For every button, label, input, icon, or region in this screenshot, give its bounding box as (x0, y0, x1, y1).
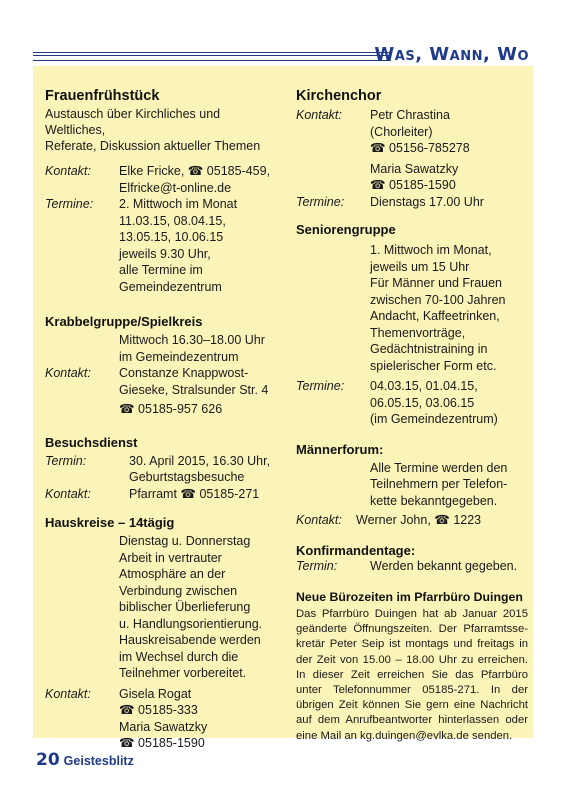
termine-line: alle Termine im (119, 263, 203, 277)
termin-line: 30. April 2015, 16.30 Uhr, (129, 453, 271, 468)
termin-value: Werden bekannt gegeben. (370, 558, 518, 573)
info-line: jeweils um 15 Uhr (370, 259, 470, 274)
info-line: Teilnehmern per Telefon- (370, 477, 508, 491)
termine-line: (im Gemeindezentrum) (370, 412, 498, 426)
right-column (296, 88, 528, 744)
phone-line: ☎ 05156-785278 (370, 141, 470, 155)
termine-line: jeweils 9.30 Uhr, (119, 246, 211, 261)
phone-line: ☎ 05185-1590 (370, 178, 456, 192)
termine-label: Termine: (45, 197, 94, 211)
hauskreise-title: Hauskreise – 14tägig (45, 515, 175, 530)
besuch-termin-row (45, 453, 281, 486)
spacer (296, 460, 370, 510)
kontakt-line: Maria Sawatzky (119, 719, 208, 734)
spacer (296, 242, 370, 374)
haus-info-row (45, 533, 281, 682)
kontakt-value (119, 365, 281, 418)
termine-label: Termine: (296, 379, 345, 393)
info-line: Arbeit in vertrauter (119, 550, 222, 565)
senioren-info (370, 242, 528, 374)
maennerforum-section (296, 442, 528, 529)
maennerforum-title: Männerforum: (296, 441, 384, 457)
spacer (45, 533, 119, 682)
magazine-name: Geistesblitz (63, 754, 134, 768)
header-rule (33, 52, 391, 61)
info-line: Gedächtnistraining in (370, 342, 488, 356)
haus-info (119, 533, 281, 682)
page-number: 20 (36, 750, 60, 770)
kontakt-line: Maria Sawatzky (370, 161, 459, 176)
kontakt-value (119, 163, 281, 196)
left-column (45, 88, 281, 752)
termin-value (129, 453, 281, 486)
termin-line: Geburtstagsbesuche (129, 470, 245, 484)
krabbel-kontakt-row (45, 365, 281, 418)
kontakt-label: Kontakt: (45, 686, 91, 701)
kontakt-label: Kontakt: (45, 486, 91, 501)
maenner-info-row (296, 460, 528, 510)
buerozeiten-section (296, 590, 528, 744)
krabbel-info (119, 332, 281, 365)
kontakt-value: Werner John, ☎ 1223 (356, 513, 482, 527)
senioren-termine-row (296, 378, 528, 428)
hauskreise-section (45, 515, 281, 752)
kontakt-value: Pfarramt ☎ 05185-271 (129, 486, 260, 501)
info-line: im Gemeindezentrum (119, 349, 239, 364)
info-line: Alle Termine werden den (370, 460, 508, 475)
info-line: Dienstag u. Donnerstag (119, 534, 251, 548)
buerozeiten-title: Neue Bürozeiten im Pfarrbüro Duingen (296, 590, 523, 604)
info-line: Mittwoch 16.30–18.00 Uhr (119, 333, 265, 347)
info-line: spielerischer Form etc. (370, 358, 497, 373)
termine-line: 2. Mittwoch im Monat (119, 197, 238, 211)
termine-value (119, 196, 281, 295)
phone-line: ☎ 05185-957 626 (119, 402, 223, 416)
info-line: Andacht, Kaffeetrinken, (370, 309, 500, 323)
kirchenchor-section (296, 88, 528, 210)
besuchsdienst-section (45, 435, 281, 503)
page-footer (36, 750, 134, 770)
chor-termine-row (296, 194, 528, 211)
chor-kontakt-row (296, 107, 528, 194)
kontakt-line: Petr Chrastina (370, 108, 450, 122)
frauen-termine-row (45, 196, 281, 295)
phone-line: ☎ 05185-1590 (119, 736, 205, 750)
termine-line: Gemeindezentrum (119, 279, 222, 294)
info-line: kette bekanntgegeben. (370, 493, 498, 508)
krabbelgruppe-section (45, 314, 281, 418)
kontakt-label: Kontakt: (45, 164, 91, 178)
email-link[interactable]: Elfricke@t-online.de (119, 180, 232, 195)
kontakt-value (119, 686, 281, 752)
konfirmandentage-title: Konfirmandentage: (296, 542, 416, 558)
termine-line: 04.03.15, 01.04.15, (370, 379, 478, 393)
kontakt-line: Constanze Knappwost- (119, 366, 249, 380)
termine-value (370, 378, 528, 428)
kontakt-value (370, 107, 528, 194)
phone-line: ☎ 05185-333 (119, 703, 198, 717)
kontakt-line: (Chorleiter) (370, 124, 433, 139)
termine-value: Dienstags 17.00 Uhr (370, 194, 484, 209)
frauenfruehstueck-description (45, 106, 281, 154)
maenner-kontakt-row (296, 512, 528, 529)
besuchsdienst-title: Besuchsdienst (45, 434, 138, 450)
desc-line: Austausch über Kirchliches und Weltliches, (45, 107, 221, 137)
krabbel-info-row (45, 332, 281, 365)
frauenfruehstueck-title: Frauenfrühstück (45, 88, 160, 104)
besuch-kontakt-row (45, 486, 281, 503)
info-line: Atmosphäre an der (119, 567, 226, 581)
termin-label: Termin: (296, 558, 338, 573)
info-line: Themenvorträge, (370, 325, 466, 340)
termin-label: Termin: (45, 453, 87, 468)
section-title: Was, Wann, Wo (374, 44, 529, 65)
content-panel (33, 66, 533, 750)
konfi-termin-row (296, 558, 528, 575)
maenner-info (370, 460, 528, 510)
info-line: Hauskreisabende werden (119, 633, 261, 647)
info-line: Verbindung zwischen (119, 583, 238, 598)
info-line: 1. Mittwoch im Monat, (370, 243, 492, 257)
info-line: zwischen 70-100 Jahren (370, 292, 506, 307)
info-line: u. Handlungsorientierung. (119, 616, 263, 631)
kirchenchor-title: Kirchenchor (296, 88, 382, 104)
kontakt-label: Kontakt: (296, 108, 342, 122)
termine-line: 06.05.15, 03.06.15 (370, 395, 475, 410)
kontakt-line: Gisela Rogat (119, 686, 192, 701)
kontakt-line: Elke Fricke, ☎ 05185-459, (119, 164, 271, 178)
senioren-info-row (296, 242, 528, 374)
spacer (45, 332, 119, 365)
haus-kontakt-row (45, 686, 281, 752)
info-line: Teilnehmer vorbereitet. (119, 666, 247, 680)
termine-label: Termine: (296, 194, 345, 209)
kontakt-line: Gieseke, Stralsunder Str. 4 (119, 382, 269, 397)
info-line: Für Männer und Frauen (370, 276, 503, 290)
konfirmandentage-section (296, 543, 528, 575)
krabbelgruppe-title: Krabbelgruppe/Spielkreis (45, 314, 203, 329)
kontakt-label: Kontakt: (296, 513, 342, 527)
seniorengruppe-section (296, 222, 528, 428)
kontakt-label: Kontakt: (45, 366, 91, 380)
seniorengruppe-title: Seniorengruppe (296, 222, 396, 237)
info-line: biblischer Überlieferung (119, 600, 251, 614)
desc-line: Referate, Diskussion aktueller Themen (45, 139, 261, 153)
termine-line: 13.05.15, 10.06.15 (119, 230, 224, 244)
frauenfruehstueck-section (45, 88, 281, 295)
frauen-kontakt-row (45, 163, 281, 196)
buerozeiten-text: Das Pfarrbüro Duingen hat ab Januar 2015 geänderte Öffnungszeiten. Der Pfarramtssekretär Peter Seip ist montags und freitags in der Zeit von 15.00 – 18.00 Uhr zu erreichen. In dieser Zeit erreichen Sie das Pfarrbüro unter Telefonnummer 05185-271. In der übrigen Zeit können Sie gern eine Nachricht auf dem Anrufbeantworter hinterlassen oder eine Mail an kg.duingen@evlka.de senden. (296, 608, 528, 742)
termine-line: 11.03.15, 08.04.15, (119, 213, 226, 228)
info-line: im Wechsel durch die (119, 649, 239, 664)
